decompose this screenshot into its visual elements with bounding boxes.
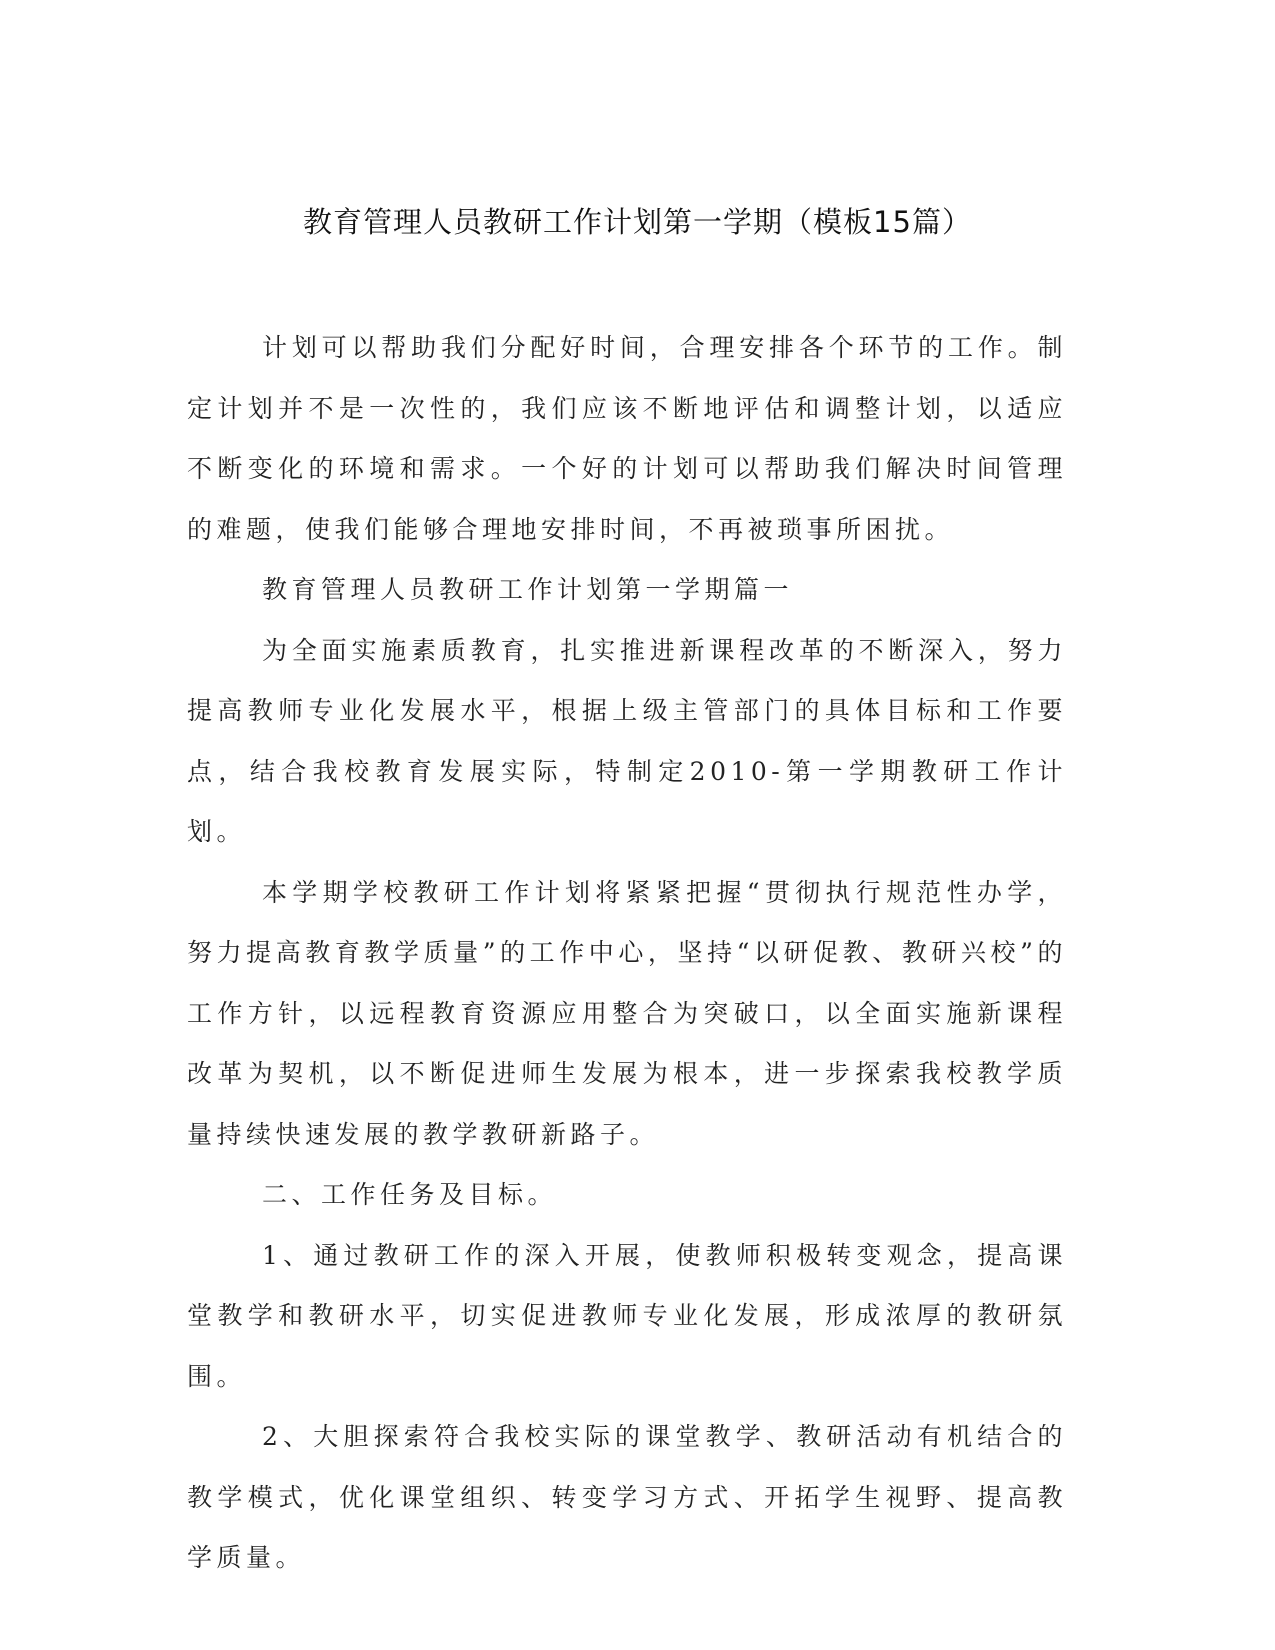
document-title: 教育管理人员教研工作计划第一学期（模板15篇）	[303, 205, 972, 239]
goal-item-1: 1、通过教研工作的深入开展，使教师积极转变观念，提高课堂教学和教研水平，切实促进教师专业化发展，形成浓厚的教研氛围。	[187, 1240, 1067, 1391]
intro-paragraph: 计划可以帮助我们分配好时间，合理安排各个环节的工作。制定计划并不是一次性的，我们应该不断地评估和调整计划，以适应不断变化的环境和需求。一个好的计划可以帮助我们解决时间管理的难题，使我们能够合理地安排时间，不再被琐事所困扰。	[187, 333, 1067, 544]
section-heading-part-one: 教育管理人员教研工作计划第一学期篇一	[262, 575, 794, 604]
section-heading-tasks-goals: 二、工作任务及目标。	[262, 1180, 558, 1209]
document-body	[187, 318, 1067, 1589]
purpose-paragraph: 为全面实施素质教育，扎实推进新课程改革的不断深入，努力提高教师专业化发展水平，根据上级主管部门的具体目标和工作要点，结合我校教育发展实际，特制定2010-第一学期教研工作计划。	[187, 635, 1067, 846]
guiding-principle-paragraph: 本学期学校教研工作计划将紧紧把握“贯彻执行规范性办学，努力提高教育教学质量”的工作中心，坚持“以研促教、教研兴校”的工作方针，以远程教育资源应用整合为突破口，以全面实施新课程改革为契机，以不断促进师生发展为根本，进一步探索我校教学质量持续快速发展的教学教研新路子。	[187, 877, 1067, 1149]
goal-item-2: 2、大胆探索符合我校实际的课堂教学、教研活动有机结合的教学模式，优化课堂组织、转变学习方式、开拓学生视野、提高教学质量。	[187, 1422, 1067, 1572]
